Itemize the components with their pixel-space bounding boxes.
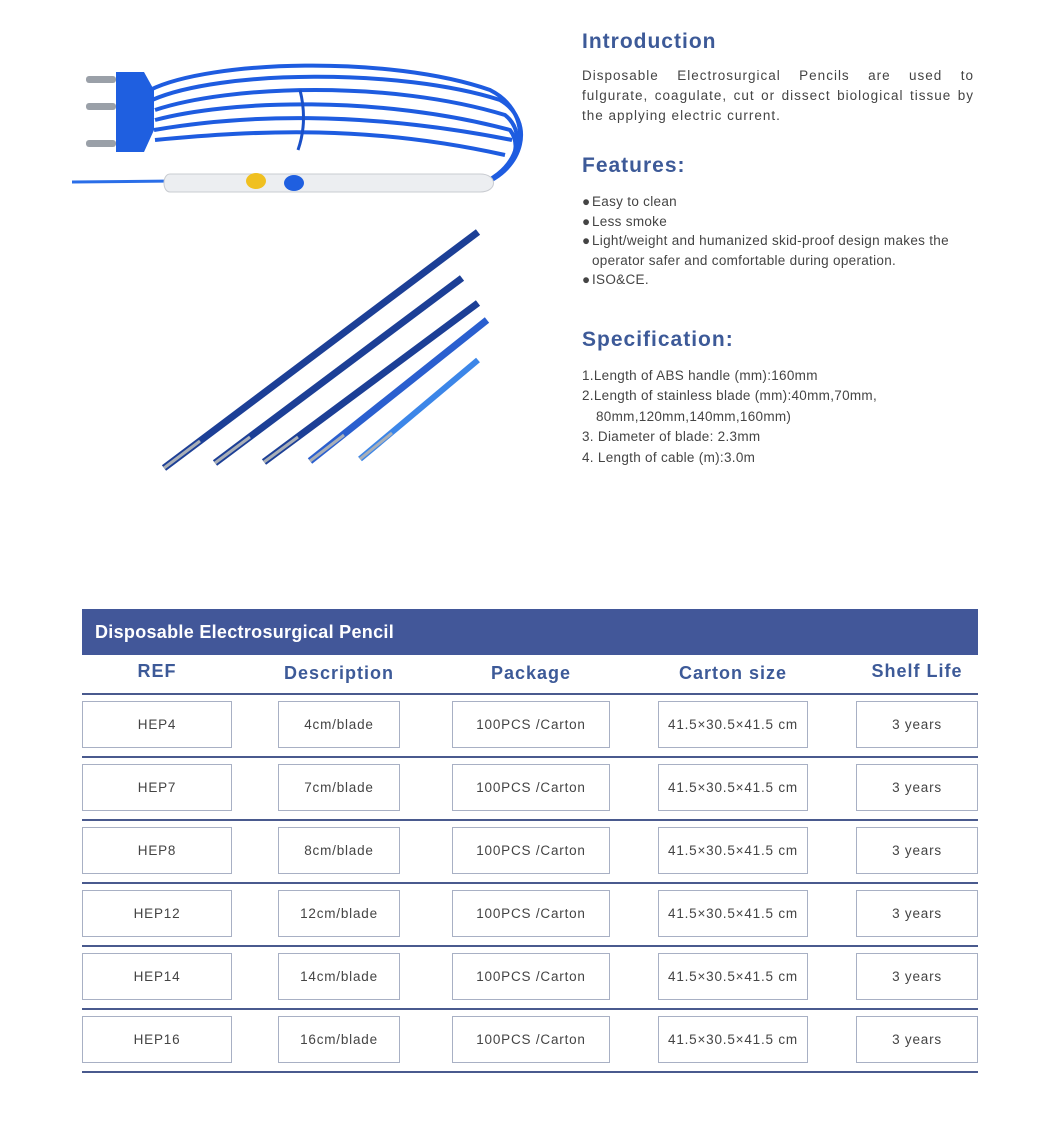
cell-package: 100PCS /Carton — [452, 827, 610, 874]
cell-ref: HEP7 — [82, 764, 232, 811]
cell-shelf-life: 3 years — [856, 1016, 978, 1063]
cell-package: 100PCS /Carton — [452, 701, 610, 748]
cell-ref: HEP16 — [82, 1016, 232, 1063]
spec-line: 2.Length of stainless blade (mm):40mm,70mm, — [582, 388, 878, 403]
cell-carton-size: 41.5×30.5×41.5 cm — [658, 701, 808, 748]
cell-description: 12cm/blade — [278, 890, 400, 937]
cell-ref: HEP8 — [82, 827, 232, 874]
specification-list — [582, 366, 974, 469]
table-row — [82, 1010, 978, 1073]
electrosurgical-pencil-image — [60, 40, 540, 490]
intro-title: Introduction — [582, 30, 717, 53]
table-row — [82, 884, 978, 947]
column-header-description: Description — [283, 663, 395, 683]
table-column-headers — [82, 655, 978, 695]
cell-shelf-life: 3 years — [856, 701, 978, 748]
features-list — [582, 192, 974, 290]
intro-text: Disposable Electrosurgical Pencils are used to fulgurate, coagulate, cut or dissect biological tissue by the applying electric current. — [582, 68, 974, 123]
cell-package: 100PCS /Carton — [452, 890, 610, 937]
feature-item: ● ISO&CE. — [582, 272, 649, 287]
table-row — [82, 947, 978, 1010]
column-header-ref: REF — [137, 661, 177, 681]
cell-ref: HEP4 — [82, 701, 232, 748]
cell-carton-size: 41.5×30.5×41.5 cm — [658, 1016, 808, 1063]
cell-carton-size: 41.5×30.5×41.5 cm — [658, 827, 808, 874]
spec-line: 80mm,120mm,140mm,160mm) — [596, 408, 792, 424]
product-illustration — [60, 40, 540, 490]
blades — [164, 232, 487, 468]
cell-ref: HEP14 — [82, 953, 232, 1000]
cell-description: 4cm/blade — [278, 701, 400, 748]
table-body — [82, 695, 978, 1073]
cell-shelf-life: 3 years — [856, 890, 978, 937]
cell-carton-size: 41.5×30.5×41.5 cm — [658, 764, 808, 811]
features-title: Features: — [582, 154, 686, 177]
cell-description: 8cm/blade — [278, 827, 400, 874]
cell-shelf-life: 3 years — [856, 827, 978, 874]
plug-prongs — [86, 76, 116, 147]
feature-item: ● Easy to clean — [582, 194, 677, 209]
table-title: Disposable Electrosurgical Pencil — [82, 609, 978, 655]
info-column — [582, 30, 974, 468]
cell-shelf-life: 3 years — [856, 953, 978, 1000]
specification-title: Specification: — [582, 327, 734, 351]
plug-body — [116, 72, 154, 152]
cell-carton-size: 41.5×30.5×41.5 cm — [658, 890, 808, 937]
spec-line: 4. Length of cable (m):3.0m — [582, 449, 756, 465]
table-row — [82, 821, 978, 884]
cell-description: 16cm/blade — [278, 1016, 400, 1063]
table-row — [82, 695, 978, 758]
product-table — [82, 609, 978, 1073]
spec-line: 1.Length of ABS handle (mm):160mm — [582, 367, 818, 383]
table-row — [82, 758, 978, 821]
feature-item: ● Less smoke — [582, 213, 668, 229]
cell-shelf-life: 3 years — [856, 764, 978, 811]
cell-description: 14cm/blade — [278, 953, 400, 1000]
cell-package: 100PCS /Carton — [452, 764, 610, 811]
coiled-cable — [150, 66, 521, 190]
cell-package: 100PCS /Carton — [452, 1016, 610, 1063]
feature-item: ● Light/weight and humanized skid-proof design makes the operator safer and comfortable during operation. — [582, 233, 949, 268]
column-header-carton-size: Carton size — [678, 663, 788, 683]
cell-carton-size: 41.5×30.5×41.5 cm — [658, 953, 808, 1000]
column-header-package: Package — [490, 663, 572, 683]
spec-line: 3. Diameter of blade: 2.3mm — [582, 429, 761, 444]
cell-package: 100PCS /Carton — [452, 953, 610, 1000]
cell-description: 7cm/blade — [278, 764, 400, 811]
cell-ref: HEP12 — [82, 890, 232, 937]
column-header-shelf-life: Shelf Life — [871, 661, 963, 681]
